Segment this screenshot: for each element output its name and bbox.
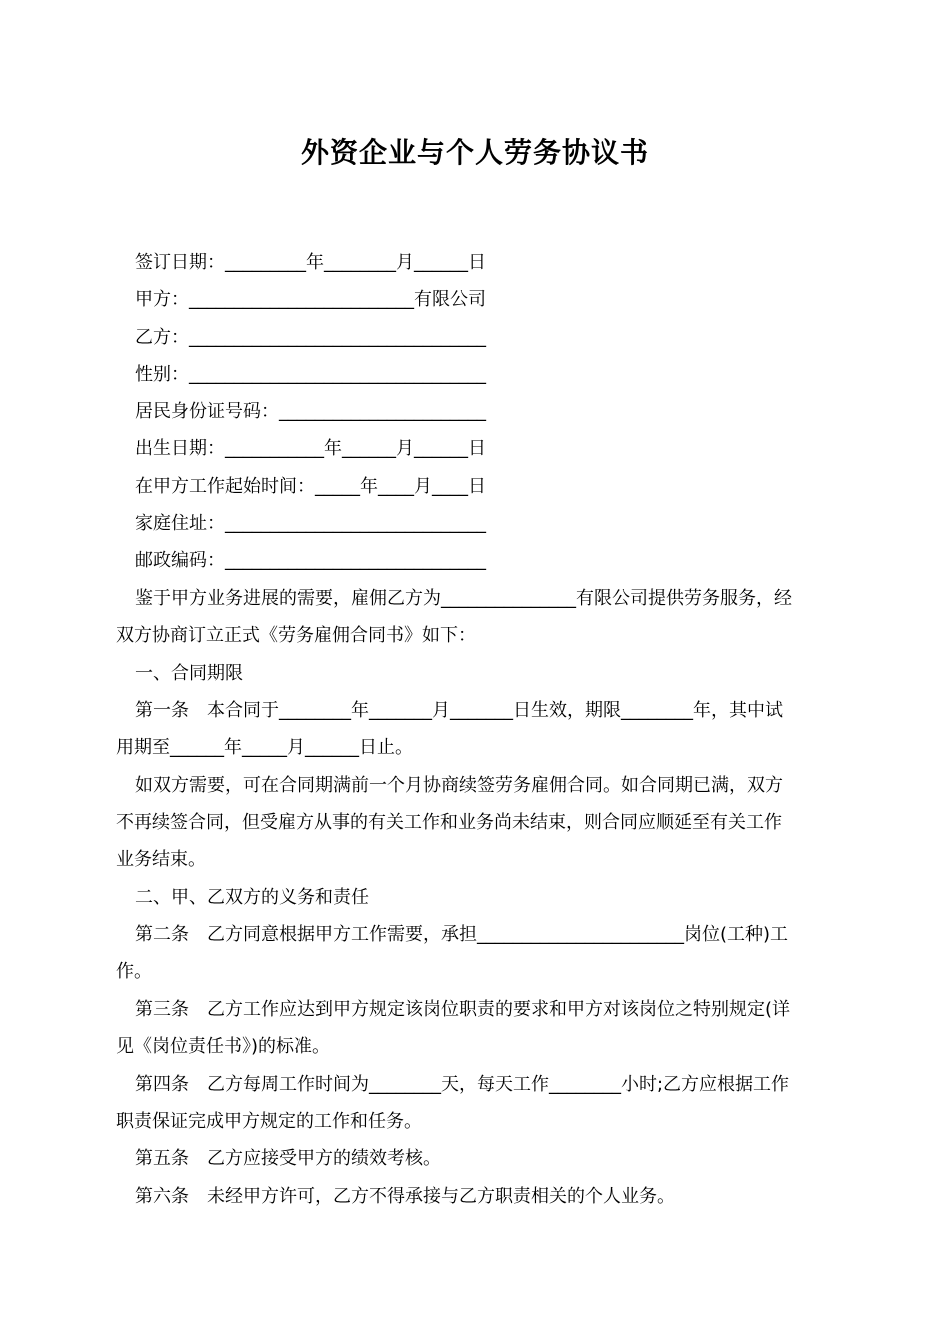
article-4-line-2: 职责保证完成甲方规定的工作和任务。 (116, 1111, 422, 1132)
address-line: 家庭住址：_____________________________ (135, 513, 486, 534)
article-5-line: 第五条 乙方应接受甲方的绩效考核。 (135, 1148, 441, 1169)
renewal-line-2: 不再续签合同，但受雇方从事的有关工作和业务尚未结束，则合同应顺延至有关工作 (116, 812, 782, 833)
section-heading-2: 二、甲、乙双方的义务和责任 (135, 887, 369, 908)
renewal-line-3: 业务结束。 (116, 849, 206, 870)
signing-date-line: 签订日期：_________年________月______日 (135, 252, 486, 273)
renewal-line-1: 如双方需要，可在合同期满前一个月协商续签劳务雇佣合同。如合同期已满，双方 (135, 775, 783, 796)
preamble-line-2: 双方协商订立正式《劳务雇佣合同书》如下： (116, 625, 476, 646)
birth-date-line: 出生日期：___________年______月______日 (135, 438, 486, 459)
section-heading-1: 一、合同期限 (135, 663, 243, 684)
article-2-line-1: 第二条 乙方同意根据甲方工作需要，承担_______________________岗位(工种)工 (135, 924, 789, 945)
postal-code-line: 邮政编码：_____________________________ (135, 550, 486, 571)
article-3-line-1: 第三条 乙方工作应达到甲方规定该岗位职责的要求和甲方对该岗位之特别规定(详 (135, 999, 791, 1020)
article-3-line-2: 见《岗位责任书》)的标准。 (116, 1036, 331, 1057)
document-title: 外资企业与个人劳务协议书 (300, 136, 649, 169)
start-date-line: 在甲方工作起始时间：_____年____月____日 (135, 476, 486, 497)
id-number-line: 居民身份证号码：_______________________ (135, 401, 486, 422)
article-2-line-2: 作。 (116, 961, 152, 982)
party-b-line: 乙方：_________________________________ (135, 327, 486, 348)
article-1-line-2: 用期至______年_____月______日止。 (116, 737, 413, 758)
gender-line: 性别：_________________________________ (135, 364, 486, 385)
party-a-line: 甲方：_________________________有限公司 (135, 289, 486, 310)
article-4-line-1: 第四条 乙方每周工作时间为________天，每天工作________小时;乙方应根据工作 (135, 1074, 790, 1095)
preamble-line-1: 鉴于甲方业务进展的需要，雇佣乙方为_______________有限公司提供劳务服务，经 (135, 588, 792, 609)
article-6-line: 第六条 未经甲方许可，乙方不得承接与乙方职责相关的个人业务。 (135, 1186, 675, 1207)
article-1-line-1: 第一条 本合同于________年_______月_______日生效，期限________年，其中试 (135, 700, 783, 721)
